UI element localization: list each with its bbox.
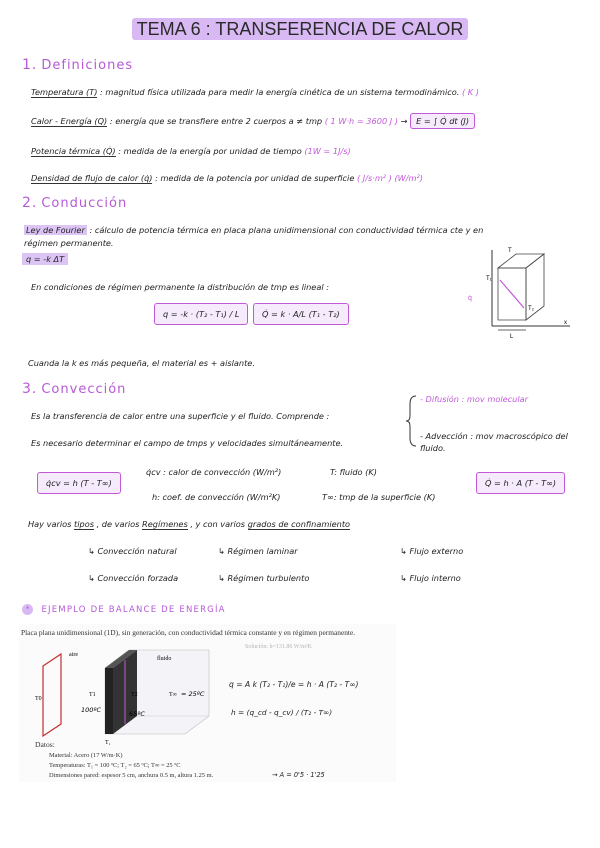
- calor-definition: : energía que se transfiere entre 2 cuerpos a ≠ tmp: [109, 116, 323, 126]
- section-3-number: 3.: [22, 381, 38, 397]
- conduction-eq-q-box: q = -k · (T₂ - T₁) / L: [154, 303, 248, 325]
- conduction-slab-figure: [458, 240, 578, 340]
- ejemplo-dimensiones: Dimensiones pared: espesor 5 cm, anchura 0.5 m, altura 1.25 m.: [49, 772, 214, 779]
- densidad-definition: : medida de la potencia por unidad de superficie: [155, 173, 355, 183]
- page-title: TEMA 6 : TRANSFERENCIA DE CALOR: [132, 18, 468, 40]
- section-2-title: Conducción: [41, 196, 128, 211]
- fig-t2-label: T₂: [528, 306, 534, 312]
- def-densidad: [31, 173, 423, 183]
- convection-eq-right-box: Q̇ = h · A (T - T∞): [476, 472, 565, 494]
- convection-eq-left-box: q̇cv = h (T - T∞): [37, 472, 121, 494]
- ejemplo-equation-main: q = A k (T₂ - T₁)/e = h · A (T₂ - T∞): [229, 680, 359, 689]
- ejemplo-figure-panel: [19, 624, 396, 782]
- confinamiento-word: grados de confinamiento: [247, 519, 351, 529]
- fig-q-label: q̇: [468, 295, 472, 302]
- temperature-profile-line: [500, 280, 524, 308]
- temperatura-definition: : magnitud física utilizada para medir la energía cinética de un sistema termodinámico.: [100, 87, 460, 97]
- slab-top-face: [498, 254, 544, 268]
- calor-term: Calor - Energía (Q): [31, 116, 108, 126]
- densidad-term: Densidad de flujo de calor (q̇): [31, 173, 153, 183]
- list-convection-forzada: ↳ Convección forzada: [88, 573, 179, 583]
- symbol-tinf: T∞: tmp de la superficie (K): [322, 492, 436, 502]
- ejemplo-fluido-label: fluido: [157, 656, 172, 662]
- section-3-title: Convección: [41, 382, 127, 397]
- potencia-unit: (1W = 1J/s): [304, 146, 351, 156]
- temperatura-term: Temperatura (T): [31, 87, 98, 97]
- ejemplo-t2-label: T2: [131, 692, 138, 698]
- list-regimen-turbulento: ↳ Régimen turbulento: [218, 573, 310, 583]
- fig-l-label: L: [510, 334, 514, 340]
- ejemplo-title: EJEMPLO DE BALANCE DE ENERGÍA: [41, 604, 226, 615]
- ejemplo-temperaturas: Temperaturas: T₁ = 100 ºC; T₂ = 65 ºC; T∞ = 25 ºC: [49, 762, 181, 769]
- ejemplo-wall-front: [105, 668, 113, 734]
- section-1-number: 1.: [22, 57, 38, 73]
- fourier-definition-block: [24, 224, 484, 250]
- ejemplo-marker-icon: *: [22, 604, 33, 615]
- tipos-prefix: Hay varios: [28, 519, 72, 529]
- calor-formula-box: E = ∫ Q̇ dt (J): [410, 113, 475, 129]
- def-temperatura: [31, 87, 479, 97]
- list-regimen-laminar: ↳ Régimen laminar: [218, 546, 298, 556]
- ejemplo-tinf-label: T∞: [169, 692, 177, 698]
- fig-x-label: x: [564, 320, 567, 326]
- regimen-text: En condiciones de régimen permanente la distribución de tmp es lineal :: [31, 282, 329, 292]
- tipos-word: tipos: [74, 519, 94, 529]
- ejemplo-tinf-value: = 25ºC: [181, 690, 205, 698]
- ejemplo-left-plane: [43, 654, 61, 736]
- list-convection-natural: ↳ Convección natural: [88, 546, 177, 556]
- comprende-brace-icon: [404, 394, 418, 448]
- ejemplo-t2-value: 65ºC: [129, 710, 145, 718]
- ejemplo-tlow-label: T₁: [105, 740, 111, 746]
- list-flujo-externo: ↳ Flujo externo: [400, 546, 464, 556]
- section-1-title: Definiciones: [41, 58, 134, 73]
- def-calor: [31, 116, 475, 126]
- difusion-item: [420, 394, 528, 404]
- fourier-equation: q = -k ΔT: [22, 253, 68, 265]
- fourier-definition: : cálculo de potencia térmica en placa plana unidimensional con conductividad térmica cte y en régimen permanente.: [24, 225, 484, 248]
- ejemplo-equation-h: h = (q_cd - q_cv) / (T₂ - T∞): [231, 708, 333, 717]
- ejemplo-t1-value: 100ºC: [81, 706, 102, 714]
- tipos-line: [28, 519, 350, 529]
- fourier-term: Ley de Fourier: [26, 225, 85, 235]
- section-2-heading: [22, 195, 127, 211]
- temperatura-unit: ( K ): [462, 87, 479, 97]
- ejemplo-t1-label: T1: [89, 692, 96, 698]
- tipos-mid2: , y con varios: [190, 519, 246, 529]
- symbol-h: h: coef. de convección (W/m²K): [152, 492, 281, 502]
- symbol-q: q̇cv : calor de convección (W/m²): [146, 467, 282, 477]
- ejemplo-solucion: Solución: h=131.86 W/m²K: [245, 644, 312, 650]
- fig-t-axis-label: T: [508, 248, 512, 254]
- regimen-word: Regímenes: [142, 519, 188, 529]
- tipos-mid: , de varios: [96, 519, 140, 529]
- calor-arrow-icon: →: [400, 116, 408, 126]
- list-flujo-interno: ↳ Flujo interno: [400, 573, 461, 583]
- adveccion-item: [420, 430, 575, 454]
- calor-unit: ( 1 W·h = 3600 J ): [324, 116, 398, 126]
- potencia-term: Potencia térmica (Q̇): [31, 146, 116, 156]
- section-1-heading: [22, 57, 133, 73]
- difusion-text: - Difusión : mov molecular: [420, 394, 528, 404]
- ejemplo-heading: [22, 601, 226, 619]
- adveccion-text: - Advección : mov macroscópico del fluido.: [420, 431, 568, 453]
- section-3-heading: [22, 381, 126, 397]
- conduction-eq-Q-box: Q̇ = k · A/L (T₁ - T₂): [253, 303, 349, 325]
- fig-t1-label: T₁: [486, 276, 492, 282]
- convection-def-line2: Es necesario determinar el campo de tmps y velocidades simultáneamente.: [31, 438, 344, 448]
- ejemplo-aire-label: aire: [69, 652, 78, 658]
- def-potencia: [31, 146, 351, 156]
- ejemplo-t0-label: T0: [35, 696, 42, 702]
- conduction-conclusion: Cuanda la k es más pequeña, el material es + aislante.: [28, 358, 255, 368]
- ejemplo-dim-note: → A = 0'5 · 1'25: [272, 771, 325, 779]
- symbol-t: T: fluido (K): [330, 467, 377, 477]
- densidad-unit: ( J/s·m² ) (W/m²): [356, 173, 423, 183]
- ejemplo-material: Material: Acero (17 W/m·K): [49, 752, 123, 759]
- potencia-definition: : medida de la energía por unidad de tiempo: [118, 146, 302, 156]
- section-2-number: 2.: [22, 195, 38, 211]
- convection-def-line1: Es la transferencia de calor entre una superficie y el fluido. Comprende :: [31, 411, 330, 421]
- ejemplo-datos-title: Datos:: [35, 740, 55, 749]
- ejemplo-caption: Placa plana unidimensional (1D), sin generación, con conductividad térmica constante y en régimen permanente.: [21, 628, 356, 637]
